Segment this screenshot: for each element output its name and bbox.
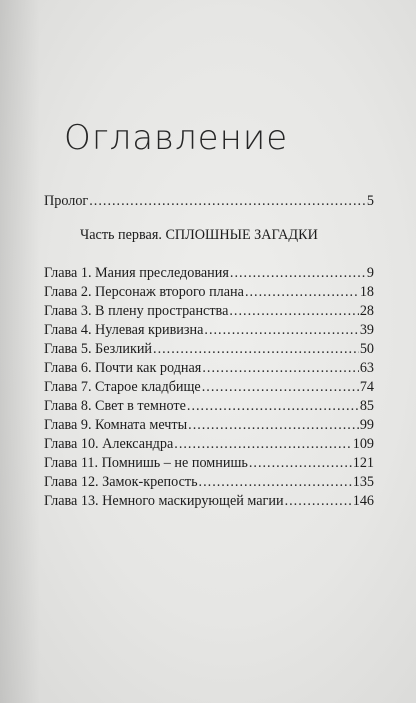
toc-entry-chapter-12 [44, 473, 374, 492]
dot-leader [249, 454, 352, 473]
dot-leader [188, 416, 359, 435]
entry-label: Глава 9. Комната мечты [44, 417, 188, 433]
toc-entry-chapter-13 [44, 492, 374, 511]
entry-page-number: 50 [359, 341, 374, 357]
entry-label: Глава 4. Нулевая кривизна [44, 322, 204, 338]
toc-entry-chapter-2 [44, 283, 374, 302]
dot-leader [174, 435, 351, 454]
toc-entry-chapter-6 [44, 359, 374, 378]
toc-title: Оглавление [64, 118, 289, 158]
toc-entry-chapter-3 [44, 302, 374, 321]
toc-entry-chapter-10 [44, 435, 374, 454]
dot-leader [199, 473, 352, 492]
entry-page-number: 28 [359, 303, 374, 319]
dot-leader [202, 359, 358, 378]
dot-leader [187, 397, 359, 416]
entry-label: Глава 1. Мания преследования [44, 265, 229, 281]
entry-page-number: 109 [352, 436, 374, 452]
entry-page-number: 5 [366, 193, 374, 209]
entry-label: Глава 10. Александра [44, 436, 174, 452]
entry-label: Глава 11. Помнишь – не помнишь [44, 455, 248, 471]
entry-page-number: 39 [359, 322, 374, 338]
toc-entry-chapter-9 [44, 416, 374, 435]
toc-entry-chapter-11 [44, 454, 374, 473]
entry-page-number: 146 [352, 493, 374, 509]
dot-leader [229, 302, 358, 321]
entry-page-number: 9 [366, 265, 374, 281]
entry-label: Глава 12. Замок-крепость [44, 474, 198, 490]
part-prefix: Часть первая. [80, 227, 162, 243]
entry-label: Глава 8. Свет в темноте [44, 398, 186, 414]
part-name: СПЛОШНЫЕ ЗАГАДКИ [165, 227, 318, 243]
toc-entry-chapter-8 [44, 397, 374, 416]
entry-page-number: 99 [359, 417, 374, 433]
entry-page-number: 74 [359, 379, 374, 395]
toc-entry-chapter-1 [44, 264, 374, 283]
toc-entry-chapter-7 [44, 378, 374, 397]
entry-label: Глава 6. Почти как родная [44, 360, 202, 376]
entry-label: Глава 7. Старое кладбище [44, 379, 201, 395]
dot-leader [153, 340, 359, 359]
entry-page-number: 63 [359, 360, 374, 376]
dot-leader [230, 264, 366, 283]
toc-entry-chapter-5 [44, 340, 374, 359]
entry-label: Глава 13. Немного маскирующей магии [44, 493, 284, 509]
dot-leader [245, 283, 359, 302]
toc-entry-prologue [44, 192, 374, 211]
entry-label: Глава 3. В плену пространства [44, 303, 229, 319]
entry-page-number: 135 [352, 474, 374, 490]
entry-page-number: 85 [359, 398, 374, 414]
entry-label: Глава 5. Безликий [44, 341, 153, 357]
spine-shadow [0, 0, 40, 703]
entry-page-number: 18 [359, 284, 374, 300]
entry-label: Глава 2. Персонаж второго плана [44, 284, 244, 300]
part-heading [80, 226, 318, 245]
dot-leader [204, 321, 358, 340]
entry-page-number: 121 [352, 455, 374, 471]
dot-leader [89, 192, 366, 211]
dot-leader [285, 492, 352, 511]
entry-label: Пролог [44, 193, 89, 209]
toc-entry-chapter-4 [44, 321, 374, 340]
dot-leader [202, 378, 359, 397]
